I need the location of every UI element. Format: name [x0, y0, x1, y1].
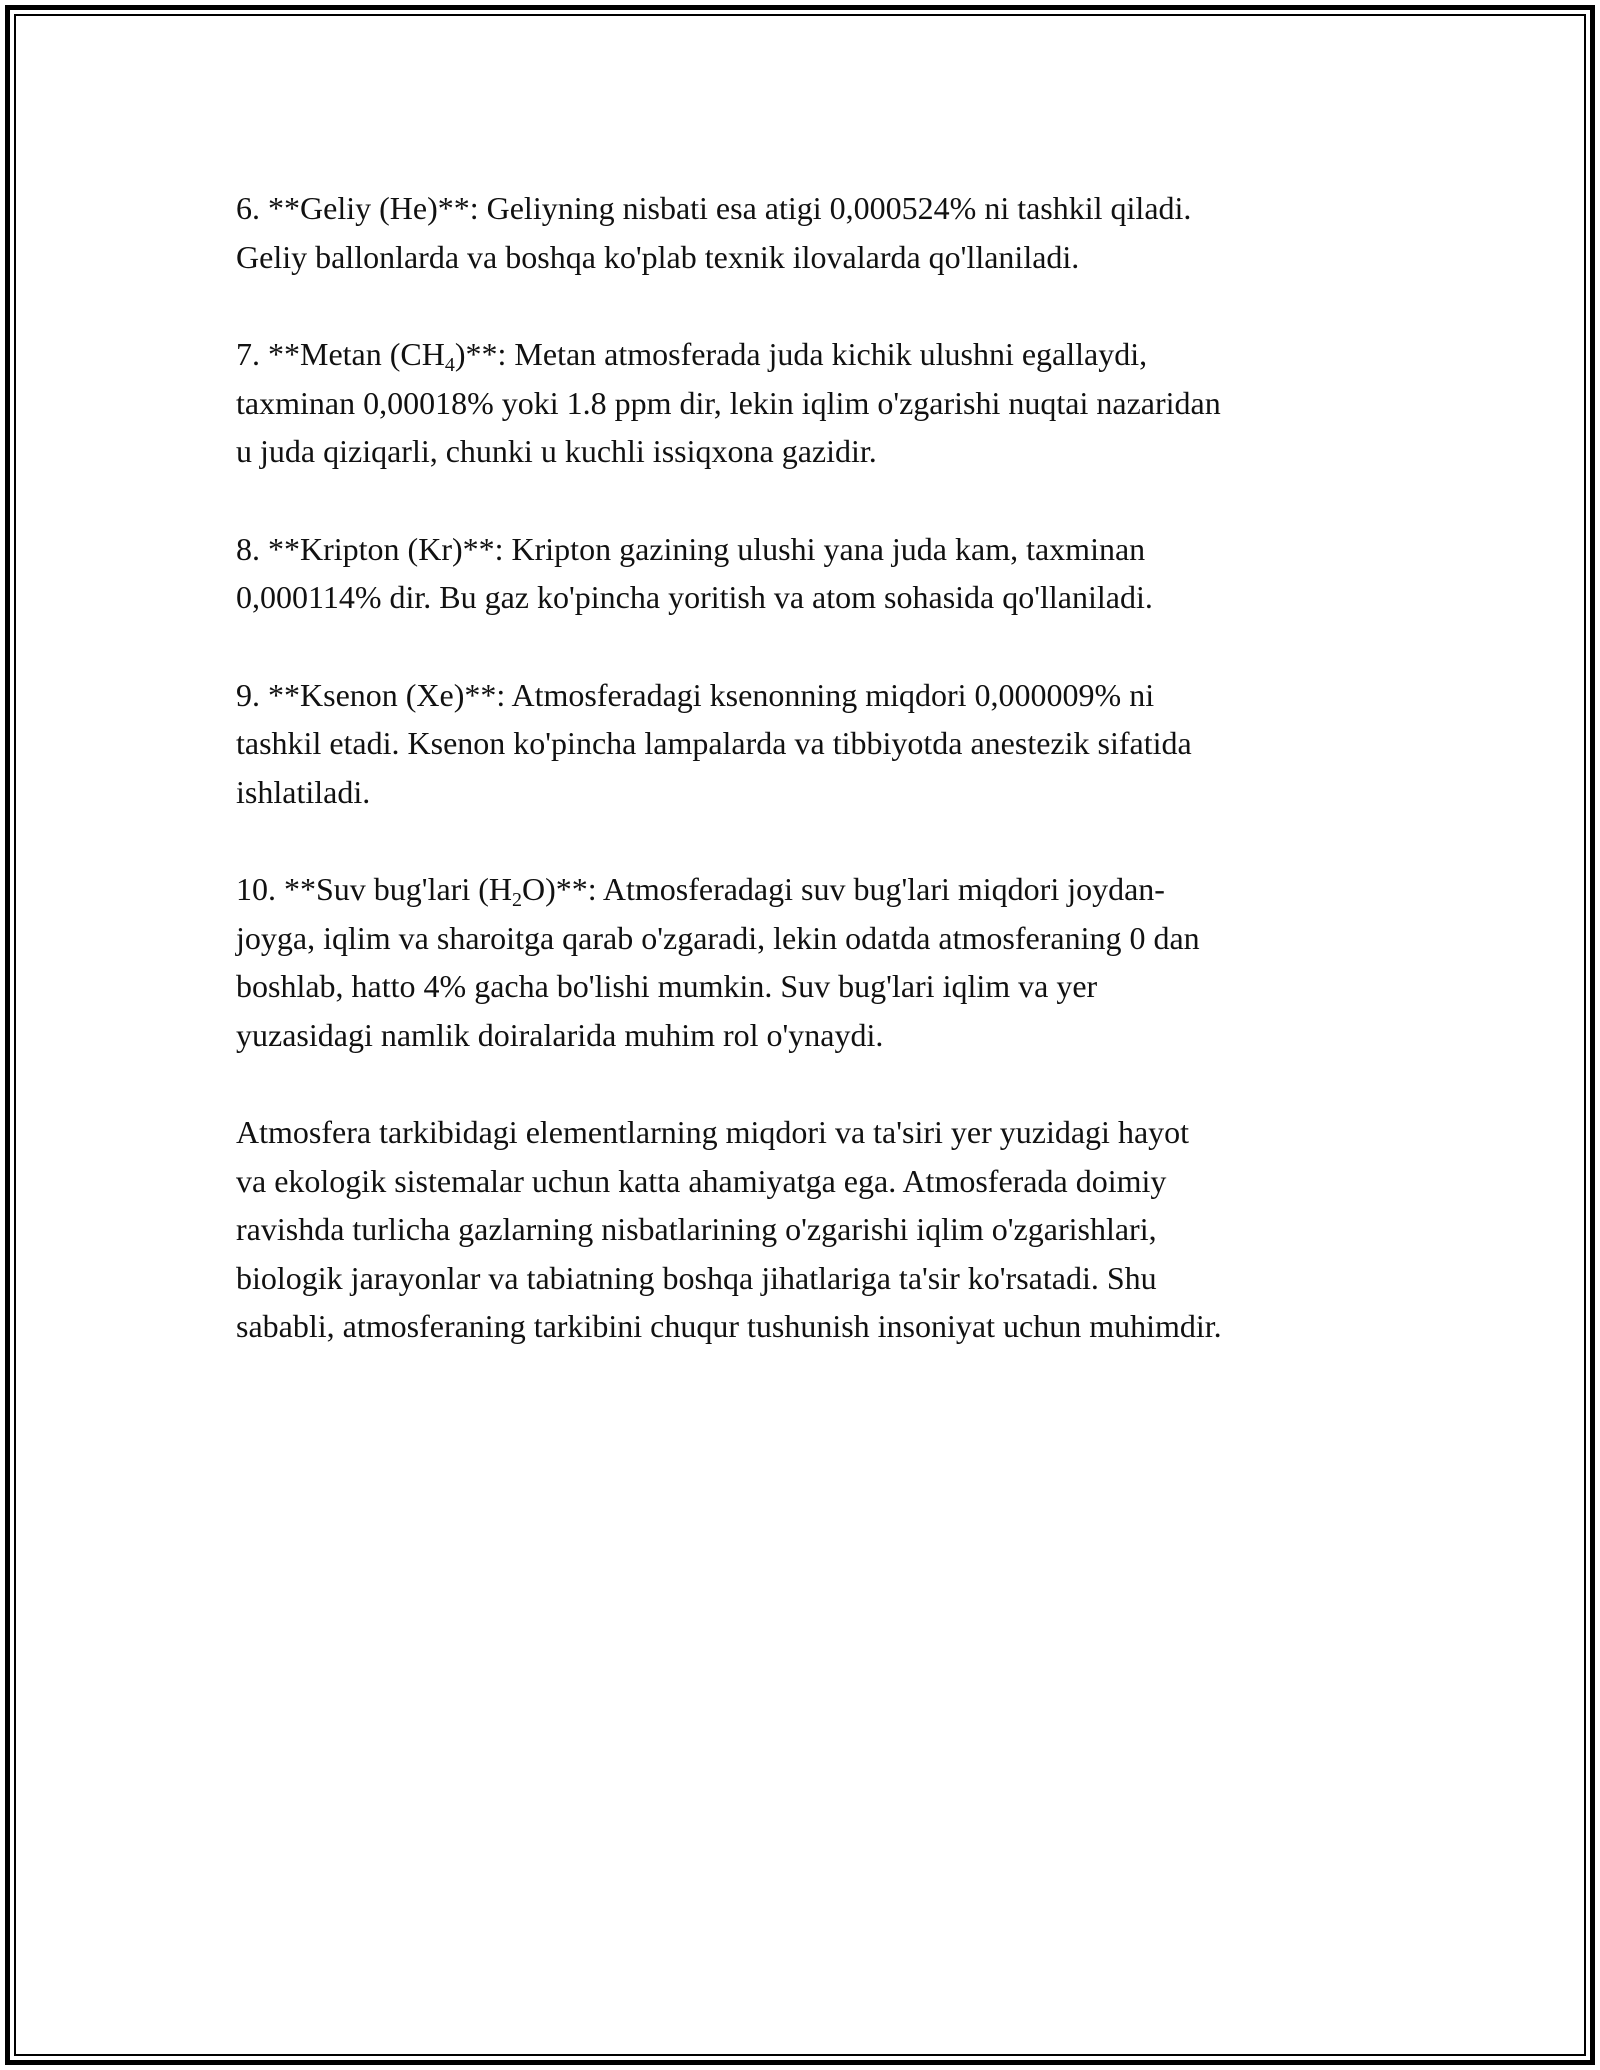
subscript: 2 [511, 889, 522, 911]
document-body [236, 184, 1386, 1400]
text-line: tashkil etadi. Ksenon ko'pincha lampalarda va tibbiyotda anestezik sifatida [236, 725, 1192, 761]
text-line: 6. **Geliy (He)**: Geliyning nisbati esa atigi 0,000524% ni tashkil qiladi. [236, 190, 1192, 226]
text-line-head: 7. **Metan (CH [236, 336, 445, 372]
paragraph-xenon [236, 671, 1386, 817]
text-line: Atmosfera tarkibidagi elementlarning miqdori va ta'siri yer yuzidagi hayot [236, 1114, 1190, 1150]
text-line: va ekologik sistemalar uchun katta ahamiyatga ega. Atmosferada doimiy [236, 1162, 1167, 1199]
text-line: 0,000114% dir. Bu gaz ko'pincha yoritish va atom sohasida qo'llaniladi. [236, 579, 1153, 615]
text-line: Geliy ballonlarda va boshqa ko'plab texnik ilovalarda qo'llaniladi. [236, 238, 1080, 275]
subscript: 4 [444, 354, 455, 376]
text-line-head: 10. **Suv bug'lari (H [236, 871, 512, 907]
paragraph-krypton [236, 525, 1386, 622]
text-line: joyga, iqlim va sharoitga qarab o'zgaradi, lekin odatda atmosferaning 0 dan [236, 919, 1200, 956]
text-line: boshlab, hatto 4% gacha bo'lishi mumkin. Suv bug'lari iqlim va yer [236, 968, 1098, 1004]
text-line-tail: )**: Metan atmosferada juda kichik ulushni egallaydi, [454, 336, 1148, 372]
text-line: 9. **Ksenon (Xe)**: Atmosferadagi ksenonning miqdori 0,000009% ni [236, 676, 1155, 713]
paragraph-water-vapor [236, 865, 1386, 1059]
text-line: yuzasidagi namlik doiralarida muhim rol o'ynaydi. [236, 1016, 884, 1053]
text-line: ravishda turlicha gazlarning nisbatlarining o'zgarishi iqlim o'zgarishlari, [236, 1211, 1157, 1247]
text-line: sababli, atmosferaning tarkibini chuqur tushunish insoniyat uchun muhimdir. [236, 1308, 1222, 1344]
text-line: taxminan 0,00018% yoki 1.8 ppm dir, lekin iqlim o'zgarishi nuqtai nazaridan [236, 384, 1221, 421]
paragraph-methane [236, 330, 1386, 476]
paragraph-helium [236, 184, 1386, 281]
text-line: biologik jarayonlar va tabiatning boshqa jihatlariga ta'sir ko'rsatadi. Shu [236, 1259, 1157, 1296]
text-line: ishlatiladi. [236, 773, 371, 810]
paragraph-conclusion [236, 1108, 1386, 1351]
text-line: 8. **Kripton (Kr)**: Kripton gazining ulushi yana juda kam, taxminan [236, 530, 1146, 567]
text-line-tail: O)**: Atmosferadagi suv bug'lari miqdori joydan- [521, 871, 1165, 907]
text-line: u juda qiziqarli, chunki u kuchli issiqxona gazidir. [236, 433, 877, 469]
